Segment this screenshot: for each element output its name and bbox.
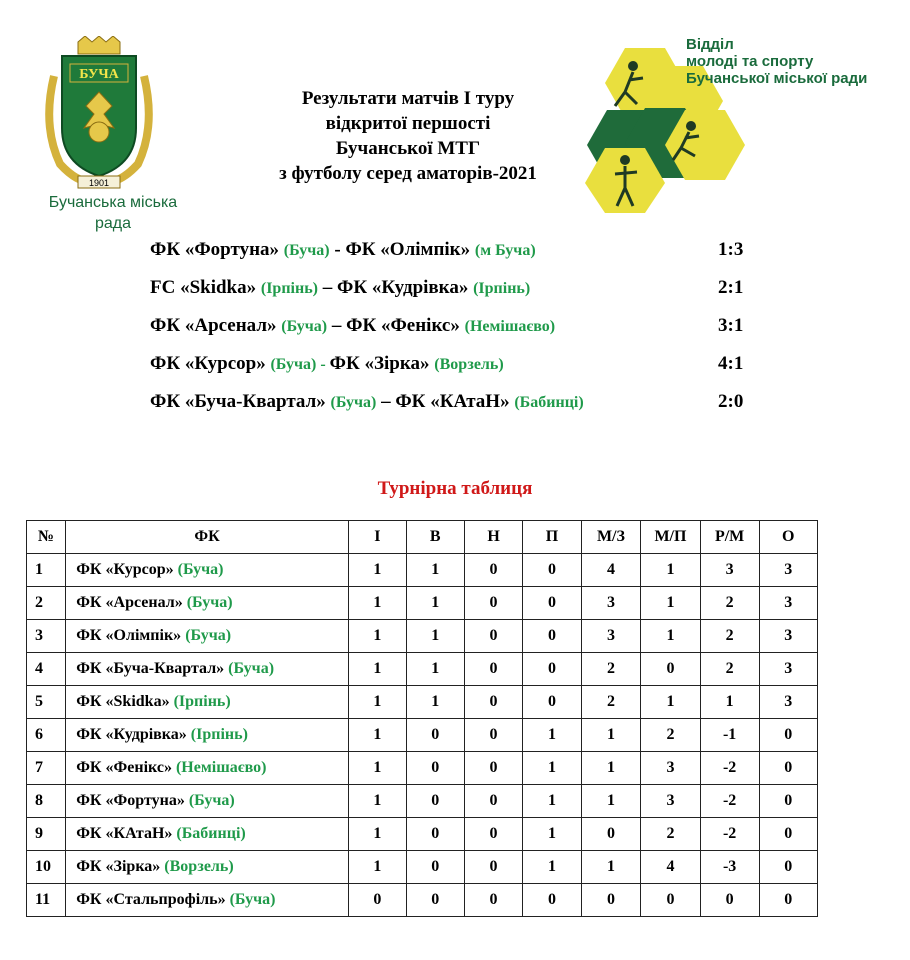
stat-cell-i: 1 [348,719,406,752]
stat-cell-o: 0 [759,752,817,785]
dept-line2: молоді та спорту [686,53,814,70]
stat-cell-o: 3 [759,686,817,719]
standings-table [26,520,818,917]
position-cell: 7 [27,752,66,785]
club-city: (Ворзель) [164,858,234,875]
away-city: (Ірпінь) [473,280,531,297]
stat-cell-n: 0 [464,818,522,851]
club-name: ФК «Стальпрофіль» [76,891,226,908]
stat-cell-n: 0 [464,752,522,785]
stat-cell-o: 0 [759,884,817,917]
club-cell [66,752,349,785]
stat-cell-p: 0 [523,620,581,653]
position-cell: 1 [27,554,66,587]
stat-cell-o: 3 [759,620,817,653]
stat-cell-n: 0 [464,653,522,686]
stat-cell-n: 0 [464,785,522,818]
match-score: 2:1 [718,277,744,298]
match-row [150,350,770,388]
stat-cell-v: 1 [406,554,464,587]
club-city: (Буча) [229,891,276,908]
away-team: ФК «Зірка» [329,353,430,374]
table-row [27,719,818,752]
department-caption [686,36,906,87]
stat-cell-p: 1 [523,752,581,785]
stat-cell-v: 0 [406,785,464,818]
stat-cell-mz: 4 [581,554,641,587]
position-cell: 11 [27,884,66,917]
match-row [150,236,770,274]
match-separator: – [327,315,347,336]
stat-cell-mz: 1 [581,785,641,818]
home-city: (Буча) [281,318,328,335]
stat-cell-mp: 2 [641,719,701,752]
position-cell: 6 [27,719,66,752]
table-row [27,851,818,884]
table-row [27,587,818,620]
club-cell [66,587,349,620]
club-city: (Ірпінь) [173,693,231,710]
away-city: (Бабинці) [514,394,584,411]
club-city: (Буча) [228,660,275,677]
stat-cell-p: 1 [523,851,581,884]
stat-cell-mz: 3 [581,587,641,620]
stat-cell-p: 1 [523,818,581,851]
stat-cell-o: 3 [759,653,817,686]
stat-cell-mz: 0 [581,818,641,851]
crest-label: БУЧА [79,67,119,82]
stat-cell-mp: 1 [641,587,701,620]
club-city: (Немішаєво) [175,759,267,776]
stat-cell-rm: -2 [700,752,759,785]
club-cell [66,554,349,587]
match-score: 4:1 [718,353,744,374]
stat-cell-o: 3 [759,587,817,620]
home-team: ФК «Фортуна» [150,239,280,260]
club-city: (Буча) [177,561,224,578]
stat-cell-rm: -1 [700,719,759,752]
stat-cell-i: 0 [348,884,406,917]
stat-cell-mz: 1 [581,752,641,785]
away-city: (Немішаєво) [464,318,556,335]
stat-cell-i: 1 [348,851,406,884]
stat-cell-i: 1 [348,587,406,620]
position-cell: 10 [27,851,66,884]
title-line2: відкритої першості [325,113,491,134]
home-team: ФК «Буча-Квартал» [150,391,326,412]
stat-cell-mz: 1 [581,851,641,884]
stat-cell-mp: 1 [641,620,701,653]
club-cell [66,785,349,818]
stat-cell-p: 1 [523,785,581,818]
club-name: ФК «Курсор» [76,561,174,578]
club-city: (Буча) [185,627,232,644]
standings-title: Турнірна таблиця [377,478,533,499]
club-cell [66,719,349,752]
column-header: Р/М [700,521,759,554]
home-team: ФК «Арсенал» [150,315,277,336]
stat-cell-rm: -3 [700,851,759,884]
stat-cell-mz: 2 [581,653,641,686]
away-city: (Ворзель) [434,356,504,373]
stat-cell-v: 1 [406,653,464,686]
home-city: (Ірпінь) [260,280,318,297]
stat-cell-mp: 0 [641,884,701,917]
away-team: ФК «Олімпік» [345,239,471,260]
club-city: (Ірпінь) [190,726,248,743]
away-team: ФК «КАтаН» [395,391,510,412]
buchа-city-crest-logo [40,36,158,196]
standings-header-row [27,521,818,554]
stat-cell-p: 0 [523,554,581,587]
stat-cell-i: 1 [348,620,406,653]
stat-cell-rm: 2 [700,620,759,653]
stat-cell-rm: 3 [700,554,759,587]
column-header: М/П [641,521,701,554]
home-city: (Буча) - [270,356,330,373]
stat-cell-mz: 2 [581,686,641,719]
stat-cell-rm: 0 [700,884,759,917]
stat-cell-i: 1 [348,686,406,719]
match-row [150,274,770,312]
table-row [27,818,818,851]
club-name: ФК «Зірка» [76,858,161,875]
stat-cell-p: 1 [523,719,581,752]
stat-cell-mp: 2 [641,818,701,851]
position-cell: 9 [27,818,66,851]
dept-line1: Відділ [686,36,734,53]
match-results-list [150,236,770,426]
stat-cell-v: 0 [406,752,464,785]
match-separator: - [329,239,346,260]
stat-cell-v: 1 [406,686,464,719]
stat-cell-v: 0 [406,818,464,851]
club-city: (Бабинці) [176,825,246,842]
stat-cell-mp: 1 [641,554,701,587]
title-line1: Результати матчів І туру [301,88,515,109]
home-team: ФК «Курсор» [150,353,266,374]
stat-cell-n: 0 [464,851,522,884]
match-row [150,312,770,350]
stat-cell-mp: 0 [641,653,701,686]
stat-cell-n: 0 [464,884,522,917]
table-row [27,884,818,917]
table-row [27,785,818,818]
club-name: ФК «КАтаН» [76,825,173,842]
stat-cell-i: 1 [348,818,406,851]
stat-cell-v: 0 [406,719,464,752]
home-city: (Буча) [283,242,330,259]
stat-cell-mp: 3 [641,785,701,818]
home-city: (Буча) [330,394,377,411]
club-cell [66,818,349,851]
stat-cell-i: 1 [348,785,406,818]
club-name: ФК «Арсенал» [76,594,183,611]
position-cell: 8 [27,785,66,818]
away-city: (м Буча) [474,242,536,259]
stat-cell-i: 1 [348,554,406,587]
position-cell: 2 [27,587,66,620]
stat-cell-i: 1 [348,752,406,785]
title-line4: з футболу серед аматорів-2021 [279,163,537,184]
club-city: (Буча) [186,594,233,611]
match-separator: – [318,277,337,298]
position-cell: 4 [27,653,66,686]
stat-cell-n: 0 [464,719,522,752]
match-row [150,388,770,426]
home-team: FC «Skidka» [150,277,257,298]
stat-cell-o: 0 [759,719,817,752]
stat-cell-mp: 4 [641,851,701,884]
position-cell: 5 [27,686,66,719]
stat-cell-p: 0 [523,653,581,686]
stat-cell-v: 0 [406,884,464,917]
column-header: П [523,521,581,554]
table-row [27,686,818,719]
stat-cell-rm: -2 [700,785,759,818]
column-header: Н [464,521,522,554]
stat-cell-mz: 0 [581,884,641,917]
stat-cell-o: 0 [759,851,817,884]
stat-cell-rm: 2 [700,587,759,620]
club-name: ФК «Олімпік» [76,627,182,644]
stat-cell-i: 1 [348,653,406,686]
stat-cell-p: 0 [523,686,581,719]
column-header: ФК [66,521,349,554]
title-line3: Бучанської МТГ [335,138,481,159]
stat-cell-p: 0 [523,587,581,620]
table-row [27,620,818,653]
dept-line3: Бучанської міської ради [686,70,868,87]
table-row [27,653,818,686]
stat-cell-mz: 3 [581,620,641,653]
club-cell [66,620,349,653]
crest-year: 1901 [88,178,110,188]
stat-cell-mp: 1 [641,686,701,719]
stat-cell-o: 3 [759,554,817,587]
club-cell [66,686,349,719]
stat-cell-n: 0 [464,587,522,620]
table-row [27,752,818,785]
stat-cell-v: 0 [406,851,464,884]
city-caption-line2: рада [94,215,132,232]
club-cell [66,653,349,686]
stat-cell-mz: 1 [581,719,641,752]
stat-cell-rm: 2 [700,653,759,686]
table-row [27,554,818,587]
stat-cell-o: 0 [759,785,817,818]
stat-cell-n: 0 [464,620,522,653]
stat-cell-o: 0 [759,818,817,851]
match-score: 2:0 [718,391,744,412]
stat-cell-v: 1 [406,620,464,653]
club-name: ФК «Фенікс» [76,759,172,776]
stat-cell-rm: -2 [700,818,759,851]
page-title [228,86,588,186]
away-team: ФК «Кудрівка» [337,277,469,298]
position-cell: 3 [27,620,66,653]
match-score: 1:3 [718,239,744,260]
club-cell [66,851,349,884]
club-name: ФК «Буча-Квартал» [76,660,225,677]
column-header: М/З [581,521,641,554]
club-name: ФК «Фортуна» [76,792,185,809]
stat-cell-n: 0 [464,686,522,719]
column-header: В [406,521,464,554]
stat-cell-v: 1 [406,587,464,620]
column-header: О [759,521,817,554]
column-header: № [27,521,66,554]
stat-cell-n: 0 [464,554,522,587]
away-team: ФК «Фенікс» [346,315,460,336]
club-name: ФК «Skidka» [76,693,170,710]
city-caption-line1: Бучанська міська [48,194,178,211]
match-score: 3:1 [718,315,744,336]
club-cell [66,884,349,917]
stat-cell-rm: 1 [700,686,759,719]
stat-cell-p: 0 [523,884,581,917]
club-city: (Буча) [188,792,235,809]
stat-cell-mp: 3 [641,752,701,785]
club-name: ФК «Кудрівка» [76,726,187,743]
column-header: І [348,521,406,554]
match-separator: – [376,391,396,412]
city-council-caption [38,192,188,234]
